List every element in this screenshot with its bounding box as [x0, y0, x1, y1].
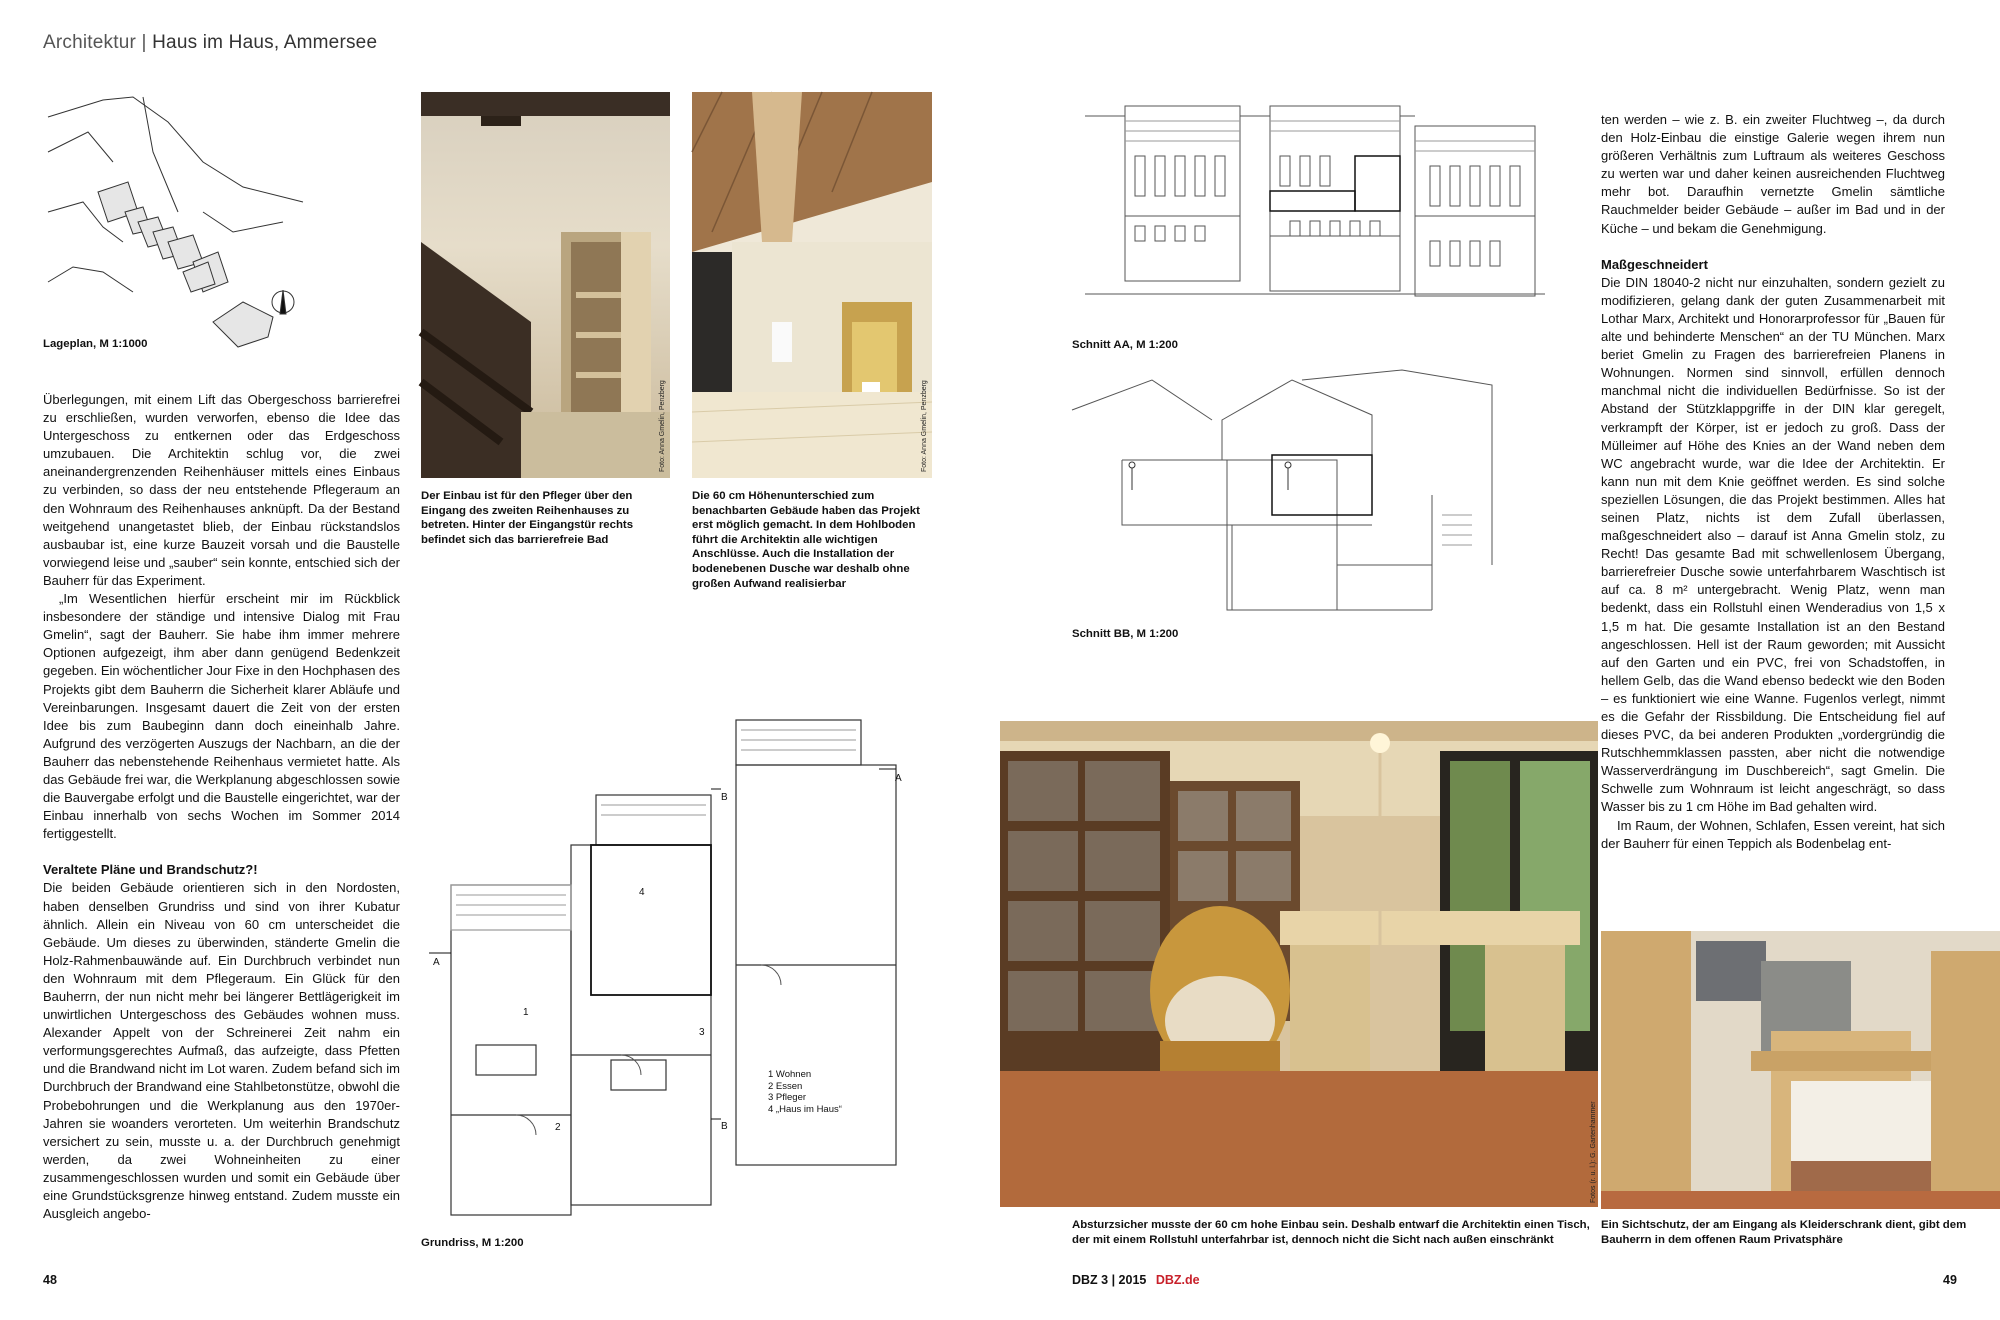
page-number-right: 49: [1943, 1273, 1957, 1287]
photo-bedroom-privacy-screen: [1590, 931, 2000, 1209]
paragraph: „Im Wesentlichen hierfür erscheint mir im Rückblick insbesondere der ständige und intensive Dialog mit Frau Gmelin“, sagt der Bauherr. Sie habe ihm immer mehrere Optionen aufgezeigt, ihm aber dann genügend Bedenkzeit gegeben. Ein wöchentlicher Jour Fixe in den Hochphasen des Projekts gibt dem Bauherrn die Sicherheit klarer Abläufe und Vereinbarungen. Insgesamt dauert die Zeit von der ersten Idee bis zum Baubeginn dann doch eineinhalb Jahre. Aufgrund des verzögerten Auszugs der Nachbarn, an die der Bauherr das nebenstehende Reihenhaus vermietet hatte. Als das Gebäude frei war, die Werkplanung abgeschlossen sowie die Bauvergabe erfolgt und die Baustelle eingerichtet, war der Einbau innerhalb von sechs Wochen im Sommer 2014 fertiggestellt.: [43, 591, 401, 842]
paragraph: Überlegungen, mit einem Lift das Obergeschoss barrierefrei zu erschließen, wurden verworfen, ebenso die Idee das Untergeschoss zu entkernen oder das Erdgeschoss umzubauen. Die Architektin schlug vor, die zwei aneinandergrenzenden Reihenhäuser mittels eines Einbaus zu verbinden, so dass der neu entstehende Pflegeraum an den Wohnraum des Reihenhauses anknüpft. Da der Bestand weitgehend unangetastet blieb, der Einbau rückstandslos ausbaubar ist, eine kurze Bauzeit vorsah und die Baustelle vorwiegend leise und „sauber“ sein konnte, entschied sich der Bauherr für das Experiment.: [43, 392, 400, 588]
plan-room-4: 4: [639, 887, 645, 898]
section-aa-drawing: [1085, 96, 1555, 336]
paragraph: Im Raum, der Wohnen, Schlafen, Essen vereint, hat sich der Bauherr für einen Teppich als Bodenbelag ent-: [1601, 817, 1945, 851]
header-separator: |: [141, 32, 147, 53]
photo4-credit: Fotos (r. u. l.): G. Gartenhammer: [1590, 1101, 1597, 1203]
section-bb-drawing: [1072, 365, 1567, 625]
legend-item-essen: 2 Essen: [768, 1080, 803, 1092]
photo-entrance-staircase: [421, 92, 670, 478]
plan-room-1: 1: [523, 1007, 529, 1018]
plan-mark-a-right: A: [895, 773, 902, 784]
plan-mark-b-bottom: B: [721, 1121, 728, 1132]
photo4-caption: Ein Sichtschutz, der am Eingang als Kleiderschrank dient, gibt dem Bauherrn in dem offenen Raum Privatsphäre: [1601, 1219, 1967, 1246]
paragraph: Die DIN 18040-2 nicht nur einzuhalten, sondern gezielt zu modifizieren, gelang dank der guten Zusammenarbeit mit Lothar Marx, Architekt und Honorarprofessor für „Bauen für alte und behinderte Menschen“ an der TU München. Marx beriet Gmelin zu Fragen des barrierefreien Planens in Wohnungen. Normen sind sinnvoll, erfüllen dennoch manchmal nicht die individuellen Bedürfnisse. So ist der Abstand der Stützklappgriffe in der DIN klar geregelt, verkrampft der Körper, ist er jedoch zu groß. Dass der Mülleimer auf Höhe des Knies an der Wand neben dem WC angebracht wurde, war die Idee der Architektin. Er kann nun mit dem Knie geöffnet werden. Es sind solche speziellen Lösungen, die das Projekt bestimmen. Alles hat seinen Platz, nichts ist dem Zufall überlassen, maßgeschneidert also – darauf ist Anna Gmelin stolz, zu Recht! Das gesamte Bad mit schwellenlosem Übergang, barrierefreier Dusche sowie unterfahrbarem Waschtisch ist auf ca. 8 m² untergebracht. Wenig Platz, wenn man bedenkt, dass ein Rollstuhl einen Wenderadius von 1,5 x 1,5 m hat. Die gesamte Installation ist an den Bestand angeschlossen. Hell ist der Raum geworden; mit Aussicht auf den Garten und ein PVC, frei von Schadstoffen, in hellem Gelb, das die Wand ebenso bedeckt wie den Boden – es funktioniert wie eine Wanne. Fugenlos verlegt, nimmt es die Gefahr der Rissbildung. Die Entscheidung fiel auf dieses PVC, da bei anderen Produkten „vordergründig die Rutschhemmklassen passten, aber nicht die notwendige Wasserverdrängung im Duschbereich“, sagt Gmelin. Die Schwelle zum Wohnraum ist leicht angeschrägt, so dass Wasser bis zu 1 cm Höhe im Bad gehalten wird.: [1601, 274, 1945, 815]
legend-item-haus-im-haus: 4 „Haus im Haus“: [768, 1103, 842, 1115]
magazine-issue: [1072, 1273, 1200, 1287]
paragraph: ten werden – wie z. B. ein zweiter Fluchtweg –, da durch den Holz-Einbau die einstige Galerie wegen ihrem nun größeren Verhältnis zum Luftraum als weiteres Geschoss zu werten war und daher keinen ausreichenden Fluchtweg mehr bot. Daraufhin vernetzte Gmelin sämtliche Rauchmelder beider Gebäude – außer im Bad und in der Küche – und bekam die Genehmigung.: [1601, 112, 1945, 236]
section-header: [43, 32, 377, 54]
photo-bathroom-view: [692, 92, 932, 478]
plan-room-3: 3: [699, 1027, 705, 1038]
site-plan-drawing: [43, 92, 313, 332]
legend-item-wohnen: 1 Wohnen: [768, 1069, 812, 1080]
plan-mark-a-left: A: [433, 957, 440, 968]
floor-plan-legend: [768, 1069, 842, 1115]
magazine-name: DBZ 3 | 2015: [1072, 1273, 1147, 1287]
paragraph: Die beiden Gebäude orientieren sich in den Nordosten, haben denselben Grundriss und sind von ihrer Kubatur ähnlich. Allein ein Niveau von 60 cm unterscheidet die Gebäude. Um dieses zu überwinden, ständerte Gmelin die Holz-Rahmenbauwände auf. Ein Durchbruch verbindet nun den Wohnraum mit dem Pflegeraum. Ein Glück für den Bauherrn, der nun nicht mehr bei längerer Bettlägerigkeit im unwirtlichen Untergeschoss des Gebäudes wohnen muss. Alexander Appelt von der Schreinerei Zeit nahm ein verformungsgerechtes Aufmaß, das aufzeigte, dass Pfetten und die Brandwand nicht im Lot waren. Zudem befand sich im Durchbruch der Brandwand eine Stahlbetonstütze, obwohl die Probebohrungen und die Werkplanung aus den 1970er-Jahren sie woanders verorteten. Um weiterhin Brandschutz versichert zu sein, musste u. a. der Durchbruch genehmigt werden, da zwei Wohneinheiten zu einer zusammengeschlossen wurden und somit ein Gebäude über eine Grundstücksgrenze hinweg entstand. Zudem musste ein Ausgleich angebo-: [43, 880, 401, 1222]
photo1-credit: Foto: Anna Gmelin, Penzberg: [659, 380, 666, 472]
photo2-caption: Die 60 cm Höhenunterschied zum benachbarten Gebäude haben das Projekt erst möglich gemacht. In dem Hohlboden führt die Architektin alle wichtigen Anschlüsse. Auch die Installation der bodenebenen Dusche war deshalb ohne großen Aufwand realisierbar: [692, 490, 920, 590]
section-bb-caption: Schnitt BB, M 1:200: [1072, 628, 1179, 640]
legend-item-pfleger: 3 Pfleger: [768, 1092, 807, 1103]
section-name: Architektur: [43, 32, 137, 53]
body-column-right: [1601, 111, 1945, 853]
plan-room-2: 2: [555, 1122, 561, 1133]
photo2-credit: Foto: Anna Gmelin, Penzberg: [921, 380, 928, 472]
body-column-left: [43, 391, 400, 1223]
floor-plan-caption: Grundriss, M 1:200: [421, 1237, 524, 1249]
subheading: Maßgeschneidert: [1601, 256, 1708, 272]
section-aa-caption: Schnitt AA, M 1:200: [1072, 339, 1178, 351]
photo3-caption: Absturzsicher musste der 60 cm hohe Einbau sein. Deshalb entwarf die Architektin einen Tisch, der mit einem Rollstuhl unterfahrbar ist, dennoch nicht die Sicht nach außen einschränkt: [1072, 1219, 1590, 1246]
page-number-left: 48: [43, 1273, 57, 1287]
photo1-caption: Der Einbau ist für den Pfleger über den Eingang des zweiten Reihenhauses zu betreten. Hinter der Eingangstür rechts befindet sich das barrierefreie Bad: [421, 490, 634, 546]
subheading: Veraltete Pläne und Brandschutz?!: [43, 862, 258, 878]
photo-living-room-table: [1000, 721, 1598, 1207]
plan-mark-b-top: B: [721, 792, 728, 803]
magazine-website-link[interactable]: DBZ.de: [1155, 1273, 1200, 1287]
site-plan-caption: Lageplan, M 1:1000: [43, 338, 148, 350]
article-title: Haus im Haus, Ammersee: [152, 32, 378, 53]
floor-plan-drawing: [421, 715, 941, 1235]
